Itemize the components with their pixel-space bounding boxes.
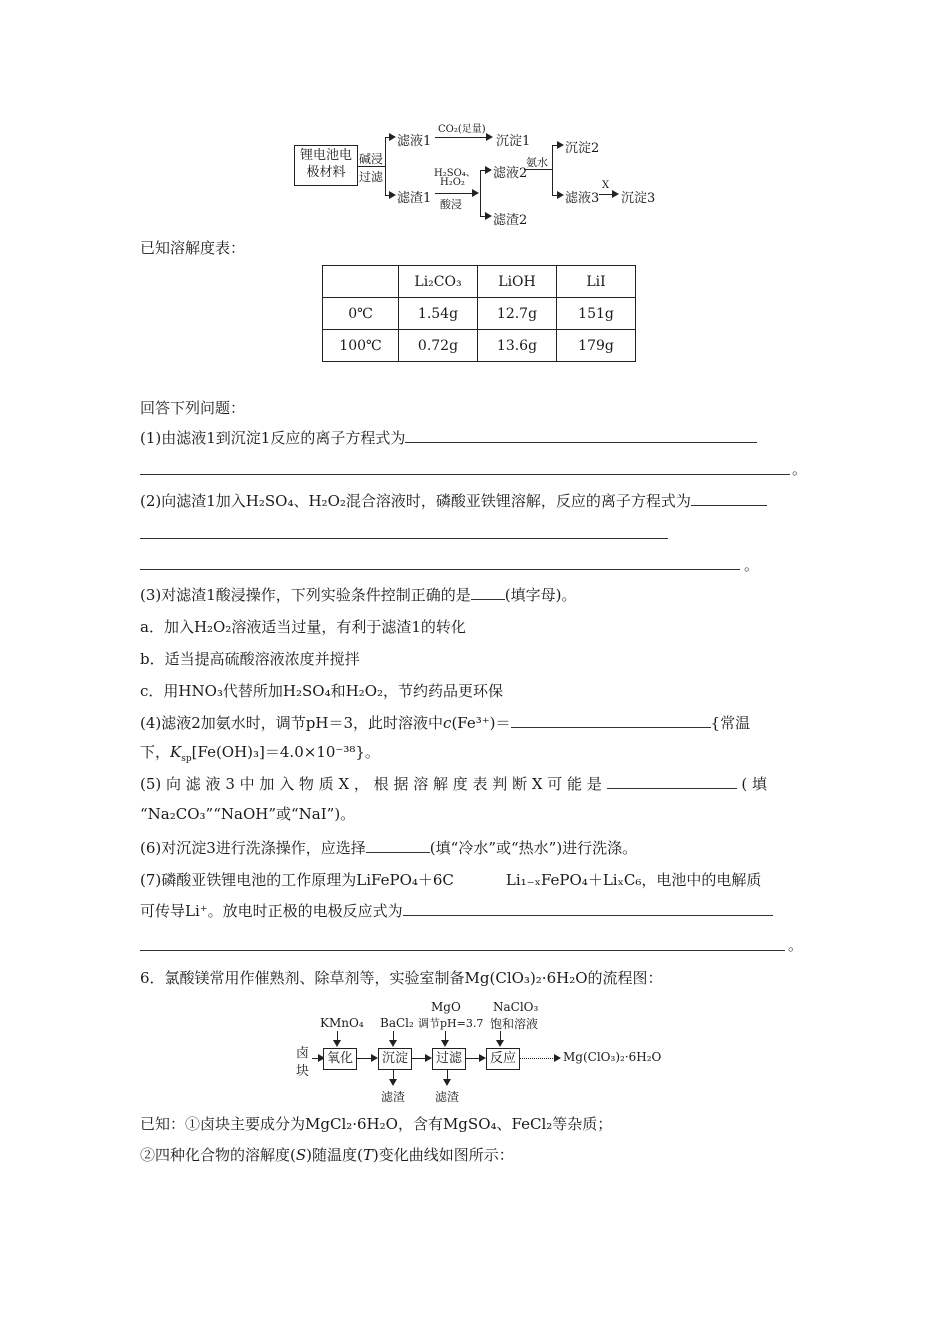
question-7-text-a: (7)磷酸亚铁锂电池的工作原理为LiFePO₄＋6C bbox=[140, 871, 454, 889]
question-4-line2 bbox=[140, 742, 380, 769]
flow1-start-box bbox=[294, 145, 358, 186]
flow2-adjust-ph: 调节pH=3.7 bbox=[418, 1017, 484, 1030]
question-1-text: (1)由滤液1到沉淀1反应的离子方程式为 bbox=[140, 429, 406, 447]
answer-blank[interactable] bbox=[471, 585, 505, 600]
flow2-out-arrow-1 bbox=[389, 1079, 397, 1086]
flow2-mgo: MgO bbox=[431, 1000, 461, 1014]
question-7-line2-text: 可传导Li⁺。放电时正极的电极反应式为 bbox=[140, 902, 403, 920]
flow1-reagents-mid: H₂O₂ bbox=[440, 177, 465, 188]
flow1-acid-line bbox=[435, 193, 473, 194]
table-cell: 0.72g bbox=[399, 330, 478, 362]
flow2-react-box bbox=[486, 1048, 520, 1070]
known-2-c: )变化曲线如图所示： bbox=[372, 1146, 514, 1164]
answer-blank[interactable] bbox=[140, 538, 668, 539]
flow2-bacl2: BaCl₂ bbox=[380, 1016, 414, 1030]
flow1-arrow-filtrate2 bbox=[485, 166, 492, 174]
flow2-arrow-3 bbox=[479, 1054, 486, 1062]
solubility-table bbox=[322, 265, 636, 362]
flow1-ammonia: 氨水 bbox=[526, 156, 548, 169]
table-header-cell bbox=[323, 266, 399, 298]
flow1-residue2: 滤渣2 bbox=[493, 213, 528, 228]
question-4 bbox=[140, 713, 750, 733]
question-4-tail: {常温 bbox=[710, 714, 751, 732]
question-7-line2 bbox=[140, 901, 773, 921]
flow1-arrow-residue2 bbox=[485, 212, 492, 220]
flow2-oxidize-box bbox=[323, 1048, 357, 1070]
period-mark: 。 bbox=[792, 460, 808, 478]
option-a: a．加入H₂O₂溶液适当过量，有利于滤渣1的转化 bbox=[140, 618, 466, 636]
flow1-arrow-filtrate3 bbox=[557, 191, 564, 199]
flow2-out-arrow-2 bbox=[443, 1079, 451, 1086]
question-3-tail: (填字母)。 bbox=[504, 586, 577, 604]
table-cell: 1.54g bbox=[399, 298, 478, 330]
flow2-arrow-4 bbox=[554, 1054, 561, 1062]
question-5-line2: “Na₂CO₃”“NaOH”或“NaI”)。 bbox=[140, 805, 356, 823]
table-row bbox=[323, 298, 636, 330]
table-row bbox=[323, 330, 636, 362]
flow1-co2-label: CO₂(足量) bbox=[438, 124, 486, 135]
flow1-reagents-top: H₂SO₄、 bbox=[434, 168, 476, 179]
known-2-a: ②四种化合物的溶解度( bbox=[140, 1146, 296, 1164]
flow2-residue-a: 滤渣 bbox=[381, 1090, 406, 1104]
flow2-arrow-1 bbox=[371, 1054, 378, 1062]
question-3 bbox=[140, 585, 577, 605]
problem-6-intro: 6．氯酸镁常用作催熟剂、除草剂等，实验室制备Mg(ClO₃)₂·6H₂O的流程图： bbox=[140, 969, 663, 987]
question-6 bbox=[140, 838, 637, 858]
flow2-line-3 bbox=[466, 1058, 480, 1059]
answer-blank[interactable] bbox=[511, 713, 711, 728]
flow2-down-arrow-3 bbox=[441, 1040, 449, 1047]
question-6-tail: (填“冷水”或“热水”)进行洗涤。 bbox=[429, 839, 638, 857]
flow2-arrow-2 bbox=[425, 1054, 432, 1062]
answer-blank[interactable] bbox=[140, 569, 740, 570]
period-mark: 。 bbox=[788, 936, 804, 954]
question-4-sp: sp bbox=[181, 754, 192, 764]
answer-blank[interactable] bbox=[140, 950, 785, 951]
known-2-t: T bbox=[362, 1146, 373, 1164]
known-2-s: S bbox=[295, 1146, 307, 1164]
question-4-line2-a: 下， bbox=[140, 743, 171, 761]
table-cell: 100℃ bbox=[323, 330, 399, 362]
flow2-filter: 过滤 bbox=[435, 1051, 462, 1066]
question-2-text: (2)向滤渣1加入H₂SO₄、H₂O₂混合溶液时，磷酸亚铁锂溶解，反应的离子方程式为 bbox=[140, 492, 691, 510]
flow1-acid-arrow bbox=[472, 189, 479, 197]
answer-blank[interactable] bbox=[607, 774, 737, 789]
flow2-line-2 bbox=[412, 1058, 426, 1059]
option-c: c．用HNO₃代替所加H₂SO₄和H₂O₂，节约药品更环保 bbox=[140, 682, 504, 700]
option-b: b．适当提高硫酸溶液浓度并搅拌 bbox=[140, 650, 360, 668]
answer-blank[interactable] bbox=[691, 491, 767, 506]
table-header-row bbox=[323, 266, 636, 298]
flow1-arrow-residue1 bbox=[389, 191, 396, 199]
flow2-dotted-line bbox=[520, 1058, 555, 1059]
flow1-filtrate2: 滤液2 bbox=[493, 166, 528, 181]
flow1-precip1: 沉淀1 bbox=[496, 134, 531, 149]
question-5-tail: ( 填 bbox=[741, 775, 768, 793]
answer-blank[interactable] bbox=[405, 428, 757, 443]
table-header-cell: Li₂CO₃ bbox=[399, 266, 478, 298]
flow2-down-arrow-2 bbox=[389, 1040, 397, 1047]
question-3-text: (3)对滤渣1酸浸操作，下列实验条件控制正确的是 bbox=[140, 586, 471, 604]
question-5 bbox=[140, 774, 767, 794]
table-cell: 151g bbox=[557, 298, 636, 330]
question-7-text-b: Li₁₋ₓFePO₄＋LiₓC₆，电池中的电解质 bbox=[505, 871, 762, 889]
flow2-oxidize: 氧化 bbox=[326, 1051, 353, 1066]
flow1-x-label: X bbox=[602, 180, 610, 191]
flow1-acid-leach: 酸浸 bbox=[440, 198, 462, 211]
flow2-start-bottom: 块 bbox=[296, 1064, 310, 1079]
table-cell: 179g bbox=[557, 330, 636, 362]
question-7 bbox=[140, 870, 761, 890]
flow1-branch2 bbox=[480, 170, 481, 216]
question-2 bbox=[140, 491, 767, 511]
question-4-k: K bbox=[170, 743, 182, 761]
flow2-precipitate-box bbox=[378, 1048, 412, 1070]
flow2-residue-b: 滤渣 bbox=[435, 1090, 460, 1104]
flow1-cond-top: 碱浸 bbox=[359, 152, 384, 166]
flow1-cond-bottom: 过滤 bbox=[359, 170, 384, 184]
known-table-title: 已知溶解度表： bbox=[140, 239, 246, 257]
flow2-line-1 bbox=[357, 1058, 372, 1059]
answer-blank[interactable] bbox=[140, 474, 790, 475]
question-4-fe: (Fe³⁺)＝ bbox=[451, 714, 511, 732]
flow2-filter-box bbox=[432, 1048, 466, 1070]
flow2-start-top: 卤 bbox=[296, 1046, 310, 1061]
flow1-branch3 bbox=[552, 145, 553, 195]
known-2-b: )随温度( bbox=[306, 1146, 363, 1164]
flow1-x-line bbox=[599, 194, 613, 195]
flow1-co2-line bbox=[435, 137, 487, 138]
flow2-saturated: 饱和溶液 bbox=[490, 1017, 539, 1031]
flow1-x-arrow bbox=[612, 190, 619, 198]
flow1-start-line2: 极材料 bbox=[306, 165, 346, 180]
flow1-precip3: 沉淀3 bbox=[621, 191, 656, 206]
flow2-down-arrow-4 bbox=[496, 1040, 504, 1047]
flow1-start-line1: 锂电池电 bbox=[299, 148, 352, 163]
known-1: 已知：①卤块主要成分为MgCl₂·6H₂O，含有MgSO₄、FeCl₂等杂质； bbox=[140, 1115, 613, 1133]
question-4-c: c bbox=[443, 714, 452, 732]
question-4-text: (4)滤液2加氨水时，调节pH＝3，此时溶液中 bbox=[140, 714, 444, 732]
answer-blank[interactable] bbox=[403, 901, 773, 916]
flow2-naclo3: NaClO₃ bbox=[493, 1000, 539, 1014]
flow1-branch bbox=[385, 137, 386, 195]
flow1-precip2: 沉淀2 bbox=[565, 141, 600, 156]
flow1-arrow-filtrate1 bbox=[389, 133, 396, 141]
question-1 bbox=[140, 428, 757, 448]
table-cell: 0℃ bbox=[323, 298, 399, 330]
flow1-co2-arrow bbox=[486, 133, 493, 141]
question-5-text: (5) 向 滤 液 3 中 加 入 物 质 X ， 根 据 溶 解 度 表 判 断 X 可 能 是 bbox=[140, 775, 602, 793]
answer-blank[interactable] bbox=[366, 838, 430, 853]
table-header-cell: LiOH bbox=[478, 266, 557, 298]
flow2-kmno4: KMnO₄ bbox=[320, 1016, 364, 1030]
flow1-arrow-precip2 bbox=[557, 141, 564, 149]
flow2-precipitate: 沉淀 bbox=[381, 1051, 408, 1066]
flow2-product: Mg(ClO₃)₂·6H₂O bbox=[563, 1050, 662, 1064]
flow1-ammonia-line bbox=[524, 169, 552, 170]
question-6-text: (6)对沉淀3进行洗涤操作，应选择 bbox=[140, 839, 366, 857]
flow1-filtrate1: 滤液1 bbox=[397, 134, 432, 149]
table-cell: 12.7g bbox=[478, 298, 557, 330]
known-2 bbox=[140, 1145, 514, 1165]
flow1-filtrate3: 滤液3 bbox=[565, 191, 600, 206]
question-4-line2-b: [Fe(OH)₃]＝4.0×10⁻³⁸}。 bbox=[191, 743, 380, 761]
flow2-react: 反应 bbox=[489, 1051, 516, 1066]
flow2-down-arrow-1 bbox=[333, 1040, 341, 1047]
answer-intro: 回答下列问题： bbox=[140, 399, 246, 417]
table-cell: 13.6g bbox=[478, 330, 557, 362]
flow1-residue1: 滤渣1 bbox=[397, 191, 432, 206]
period-mark: 。 bbox=[744, 556, 760, 574]
table-header-cell: LiI bbox=[557, 266, 636, 298]
